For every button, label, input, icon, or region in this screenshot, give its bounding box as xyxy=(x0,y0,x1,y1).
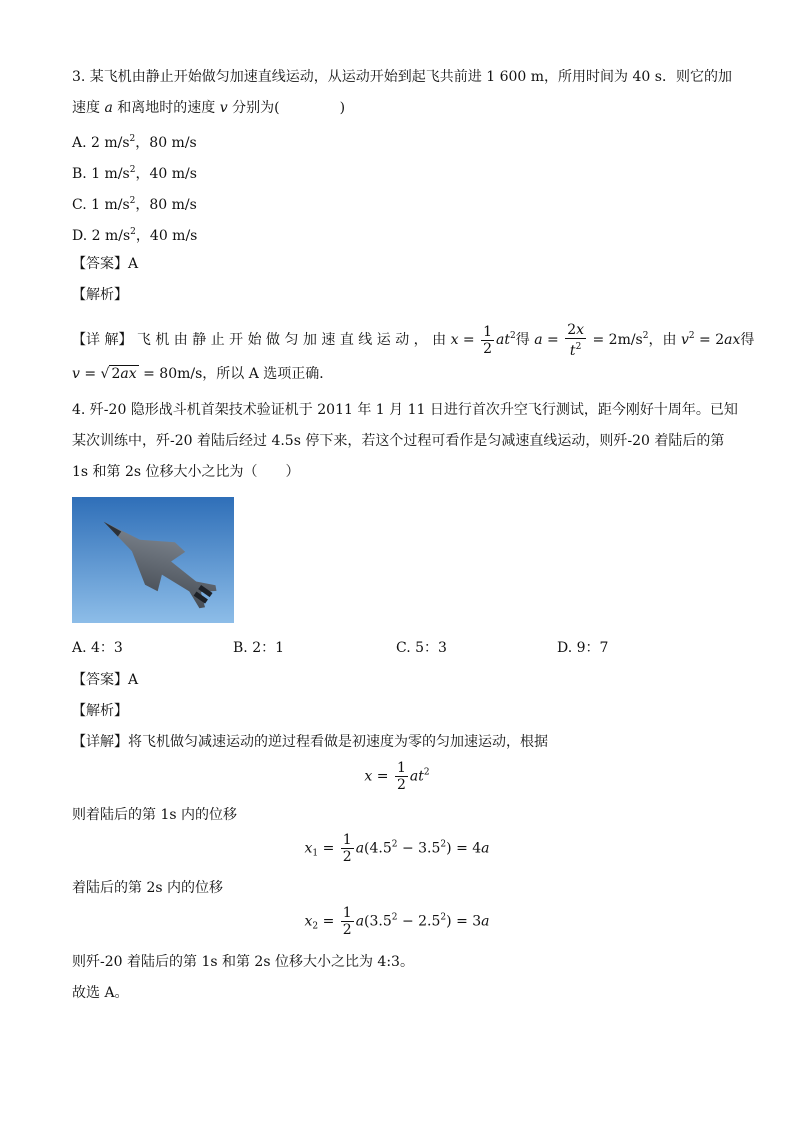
q3-option-a[interactable] xyxy=(72,129,197,153)
q3-detail-line2 xyxy=(72,364,333,384)
option-text: A. 2 m/s xyxy=(72,135,130,151)
analysis-tag: 【解析】 xyxy=(72,703,128,719)
q4-first-second-text: 则着陆后的第 1s 内的位移 xyxy=(72,807,237,823)
formula-v: v = √ 2ax = 80m/s xyxy=(72,366,203,382)
detail-text: ，所以 A 选项正确． xyxy=(202,366,334,382)
q3-stem-line2 xyxy=(72,98,345,118)
formula-a: a = $\frac{2x}{t^2}$ = $2m/s^2$ xyxy=(534,321,649,359)
detail-text: 飞 机 由 静 止 开 始 做 匀 加 速 直 线 运 动 ， 由 xyxy=(136,332,447,348)
q3-option-b[interactable] xyxy=(72,160,197,184)
analysis-tag: 【解析】 xyxy=(72,287,128,303)
option-text: ，40 m/s xyxy=(135,228,198,244)
q4-option-b[interactable]: B. 2：1 xyxy=(233,640,285,656)
option-sup: 2 xyxy=(130,227,136,237)
q4-stem-line1: 4. 歼-20 隐形战斗机首架技术验证机于 2011 年 1 月 11 日进行首次升空飞行测试，距今刚好十周年。已知 xyxy=(72,402,738,418)
option-text: C. 1 m/s xyxy=(72,197,130,213)
q4-option-a[interactable]: A. 4：3 xyxy=(72,640,123,656)
formula-x: x = $\frac{1}{2}$ $at^2$ xyxy=(450,323,516,357)
answer-tag: 【答案】 xyxy=(72,672,128,688)
q3-stem-text-c: 分别为( xyxy=(227,100,280,116)
option-text: ，80 m/s xyxy=(135,135,197,151)
option-text: B. 1 m/s xyxy=(72,166,130,182)
jet-image xyxy=(72,497,234,623)
option-sup: 2 xyxy=(129,196,136,206)
jet-photo-svg xyxy=(72,497,234,623)
q4-option-c[interactable]: C. 5：3 xyxy=(396,640,447,656)
formula-v2: $v^2 = 2ax$ xyxy=(680,331,741,348)
q3-stem-text-d: ) xyxy=(339,100,346,116)
detail-text: ，由 xyxy=(648,332,677,348)
q3-stem-text-a: 速度 xyxy=(72,100,105,116)
option-text: ，80 m/s xyxy=(135,197,197,213)
q3-option-c[interactable] xyxy=(72,191,197,215)
detail-text: 得 xyxy=(740,332,755,348)
q3-answer xyxy=(72,254,138,274)
answer-value: A xyxy=(128,256,139,272)
option-sup: 2 xyxy=(129,165,136,175)
q4-ratio-text: 则歼-20 着陆后的第 1s 和第 2s 位移大小之比为 4:3。 xyxy=(72,954,414,970)
q4-second-second-text: 着陆后的第 2s 内的位移 xyxy=(72,880,223,896)
q4-answer xyxy=(72,670,138,690)
detail-tag: 【详 解】 xyxy=(72,332,133,348)
q4-option-d[interactable]: D. 9：7 xyxy=(557,640,609,656)
q3-analysis-tag xyxy=(72,285,128,305)
q4-analysis-tag xyxy=(72,701,128,721)
detail-text: 得 xyxy=(515,332,530,348)
q4-conclusion: 故选 A。 xyxy=(72,985,129,1001)
answer-tag: 【答案】 xyxy=(72,256,128,272)
q4-stem-line2: 某次训练中，歼-20 着陆后经过 4.5s 停下来，若这个过程可看作是匀减速直线运动，则歼-20 着陆后的第 xyxy=(72,433,725,449)
q3-stem-line1: 3. 某飞机由静止开始做匀加速直线运动，从运动开始到起飞共前进 1 600 m，所用时间为 40 s．则它的加 xyxy=(72,69,732,85)
formula-displacement: x = $\frac{1}{2}$ $at^2$ xyxy=(364,760,430,793)
q4-detail-line xyxy=(72,732,548,752)
var-a: a xyxy=(104,100,113,116)
q3-option-d[interactable] xyxy=(72,222,197,246)
option-text: D. 2 m/s xyxy=(72,228,131,244)
detail-text: 将飞机做匀减速运动的逆过程看做是初速度为零的匀加速运动，根据 xyxy=(128,734,548,750)
var-v: v xyxy=(219,100,228,116)
answer-value: A xyxy=(128,672,139,688)
q3-detail-line1 xyxy=(72,316,754,360)
option-sup: 2 xyxy=(129,134,136,144)
q4-stem-line3: 1s 和第 2s 位移大小之比为（ ） xyxy=(72,464,300,480)
q3-stem-text-b: 和离地时的速度 xyxy=(112,100,220,116)
formula-x1: $x_1$ = $\frac{1}{2}$ $a(4.5^2 - 3.5^2) = 4a$ xyxy=(304,832,490,865)
option-text: ，40 m/s xyxy=(135,166,197,182)
formula-x2: $x_2$ = $\frac{1}{2}$ $a(3.5^2 - 2.5^2) = 3a$ xyxy=(304,905,490,938)
detail-tag: 【详解】 xyxy=(72,734,128,750)
